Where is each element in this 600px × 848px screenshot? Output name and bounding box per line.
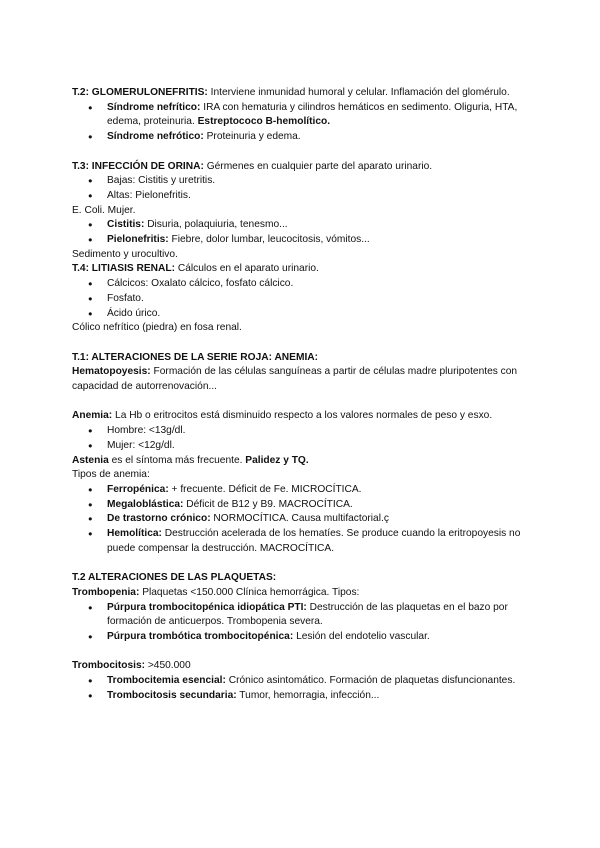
- hematopoyesis-paragraph: [72, 365, 530, 394]
- list-item: [72, 601, 530, 630]
- item-term: Ferropénica:: [107, 483, 169, 495]
- item-text: + frecuente. Déficit de Fe. MICROCÍTICA.: [168, 483, 362, 495]
- list-item: [72, 527, 530, 556]
- list-item: [72, 130, 530, 145]
- item-text: Proteinuria y edema.: [203, 131, 301, 143]
- item-term: Megaloblástica:: [107, 498, 184, 510]
- item-term: Pielonefritis:: [107, 234, 169, 246]
- list-item: [72, 674, 530, 689]
- item-text: Crónico asintomático. Formación de plaquetas disfuncionantes.: [225, 675, 516, 687]
- item-term: Síndrome nefrítico:: [107, 101, 201, 113]
- glomerulonefritis-paragraph: [72, 86, 530, 101]
- paragraph-text: Plaquetas <150.000 Clínica hemorrágica. Tipos:: [139, 586, 360, 598]
- item-term: Trombocitemia esencial:: [107, 675, 226, 687]
- term: Hematopoyesis:: [72, 366, 151, 378]
- infeccion-list: [72, 174, 530, 203]
- term: Palidez y TQ.: [245, 454, 309, 466]
- text-line: E. Coli. Mujer.: [72, 204, 136, 216]
- list-item: [72, 689, 530, 704]
- item-text: Fiebre, dolor lumbar, leucocitosis, vómitos...: [168, 234, 370, 246]
- list-item: [72, 512, 530, 527]
- anemia-paragraph: [72, 409, 530, 424]
- term: Anemia:: [72, 410, 113, 422]
- trombocitosis-list: [72, 674, 530, 703]
- astenia-paragraph: [72, 454, 530, 469]
- paragraph-text: Gérmenes en cualquier parte del aparato urinario.: [203, 160, 433, 172]
- item-term: Púrpura trombótica trombocitopénica:: [107, 630, 294, 642]
- list-item: ● Bajas: Cistitis y uretritis.: [72, 174, 530, 189]
- item-text: Lesión del endotelio vascular.: [293, 630, 430, 642]
- anemia-types-list: [72, 483, 530, 557]
- paragraph-text: >450.000: [145, 660, 191, 672]
- item-term: Cistitis:: [107, 219, 145, 231]
- list-item: ● Fosfato.: [72, 292, 530, 307]
- item-text: Disuria, polaquiuria, tenesmo...: [144, 219, 288, 231]
- term: Trombopenia:: [72, 586, 140, 598]
- item-term: Hemolítica:: [107, 528, 162, 540]
- list-item: ● Ácido úrico.: [72, 307, 530, 322]
- list-item: ● Mujer: <12g/dl.: [72, 439, 530, 454]
- trombopenia-paragraph: [72, 586, 530, 601]
- glomerulonefritis-list: [72, 101, 530, 145]
- litiasis-list: [72, 277, 530, 321]
- litiasis-paragraph: [72, 262, 530, 277]
- paragraph-text: es el síntoma más frecuente.: [108, 454, 246, 466]
- section-heading: T.4: LITIASIS RENAL:: [72, 263, 176, 275]
- list-item: [72, 498, 530, 513]
- list-item: [72, 483, 530, 498]
- anemia-values-list: [72, 424, 530, 453]
- list-item: [72, 233, 530, 248]
- heading-text: T.1: ALTERACIONES DE LA SERIE ROJA: ANEMIA:: [72, 351, 319, 363]
- item-term: Síndrome nefrótico:: [107, 131, 204, 143]
- trombopenia-list: [72, 601, 530, 645]
- text-line: Sedimento y urocultivo.: [72, 248, 178, 260]
- term: Astenia: [72, 454, 109, 466]
- paragraph-text: Cálculos en el aparato urinario.: [175, 263, 319, 275]
- list-item: ● Altas: Pielonefritis.: [72, 189, 530, 204]
- trombocitosis-paragraph: [72, 659, 530, 674]
- list-item: [72, 101, 530, 130]
- document-page: [72, 86, 530, 703]
- item-term: Púrpura trombocitopénica idiopática PTI:: [107, 601, 307, 613]
- paragraph-text: Formación de las células sanguíneas a partir de células madre pluripotentes con capacidad de autorrenovación...: [72, 366, 518, 393]
- list-item: [72, 218, 530, 233]
- heading-text: T.2 ALTERACIONES DE LAS PLAQUETAS:: [72, 572, 277, 584]
- item-text: Destrucción acelerada de los hematíes. Se produce cuando la eritropoyesis no puede compensar la destrucción. MACROCÍTICA.: [107, 528, 521, 554]
- text-line: Cólico nefrítico (piedra) en fosa renal.: [72, 322, 242, 334]
- infeccion-list-2: [72, 218, 530, 247]
- item-text: Tumor, hemorragia, infección...: [236, 689, 380, 701]
- list-item: ● Cálcicos: Oxalato cálcico, fosfato cálcico.: [72, 277, 530, 292]
- item-term: Estreptococo B-hemolítico.: [197, 116, 331, 128]
- section-heading: [72, 571, 530, 586]
- list-item: ● Hombre: <13g/dl.: [72, 424, 530, 439]
- list-item: [72, 630, 530, 645]
- text-line: Tipos de anemia:: [72, 469, 150, 481]
- term: Trombocitosis:: [72, 660, 146, 672]
- item-text: Déficit de B12 y B9. MACROCÍTICA.: [183, 498, 353, 510]
- paragraph-text: Interviene inmunidad humoral y celular. Inflamación del glomérulo.: [207, 87, 510, 98]
- item-term: Trombocitosis secundaria:: [107, 689, 237, 701]
- item-text: NORMOCÍTICA. Causa multifactorial.ç: [210, 513, 389, 525]
- item-term: De trastorno crónico:: [107, 513, 211, 525]
- section-heading: T.3: INFECCIÓN DE ORINA:: [72, 160, 204, 172]
- item-text: IRA con hematuria y cilindros hemáticos en sedimento. Oliguria, HTA, edema, proteinuria.: [107, 101, 518, 128]
- item-text: Destrucción de las plaquetas en el bazo por formación de anticuerpos. Trombopenia severa.: [107, 601, 508, 628]
- paragraph-text: La Hb o eritrocitos está disminuido respecto a los valores normales de peso y esxo.: [112, 410, 493, 422]
- infeccion-paragraph: [72, 160, 530, 175]
- section-heading: [72, 351, 530, 366]
- section-heading: T.2: GLOMERULONEFRITIS:: [72, 87, 208, 98]
